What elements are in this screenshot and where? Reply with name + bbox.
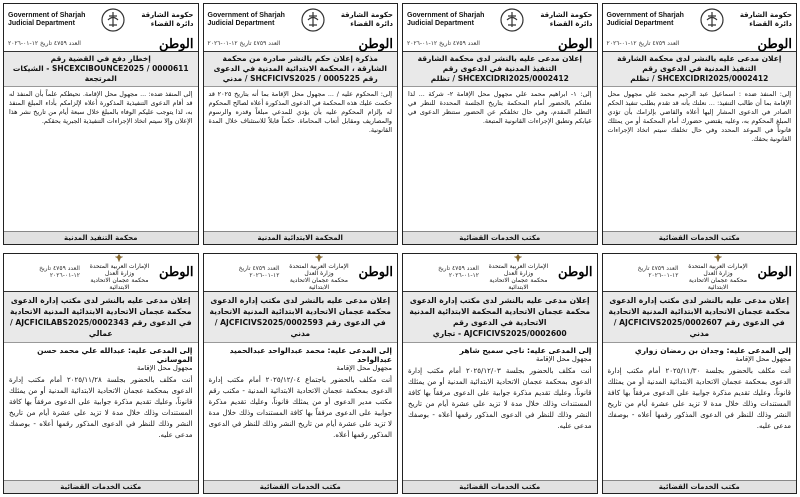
issue-bar <box>403 254 597 292</box>
issue-bar <box>204 254 398 292</box>
uae-header <box>479 253 558 291</box>
gov-ar: حكومة الشارقة <box>540 11 593 19</box>
issue-bar <box>403 36 597 52</box>
moj-title: وزارة العدل <box>503 270 534 277</box>
uae-falcon-emblem-icon <box>705 253 731 263</box>
issue-number: العدد ٤٧٥٩ تاريخ ١٢-٠١-٢٠٢٦ <box>207 40 281 47</box>
dept-en: Judicial Department <box>8 20 75 27</box>
issue-number: العدد ٤٧٥٩ تاريخ ١٢-٠١-٢٠٢٦ <box>8 40 81 47</box>
dept-ar: دائرة القضاء <box>549 20 593 28</box>
issue-number: العدد ٤٧٥٩ تاريخ ١٢-٠١-٢٠٢٦ <box>39 265 80 279</box>
sharjah-header <box>403 4 597 36</box>
newspaper-brand: الوطن <box>158 264 194 279</box>
defendant-name: إلى المدعى عليه: وجدان بن رمضان زواري <box>634 345 791 355</box>
notice-title: إعلان مدعى عليه بالنشر لدى مكتب إدارة الدعوى محكمة عجمان الاتحادية الابتدائية المدنية الاتحادية في الدعوى رقم AJCFICIVS2025/0002593 / مدني <box>204 292 398 343</box>
notices-grid <box>3 3 797 494</box>
sharjah-emblem-icon <box>300 7 326 33</box>
defendant-address: مجهول محل الإقامة <box>735 354 791 363</box>
issue-number: العدد ٤٧٥٩ تاريخ ١٢-٠١-٢٠٢٦ <box>606 40 680 47</box>
dept-ar: دائرة القضاء <box>150 20 194 28</box>
notice-body: أنت مكلف بالحضور بجلسة ٢٠٢٥/١١/٣٠ أمام مكتب إدارة الدعوى بمحكمة عجمان الاتحادية الابتدائية المدنية أو من يمثلك قانوناً، وعليك تقديم مذكرة جوابية على الدعوى مرفقاً بها كافة المستندات وذلك خلال مدة لا تزيد على عشرة أيام من تاريخ النشر وذلك للنظر في الدعوى المذكور رقمها أعلاه - بوصفك مدعى عليه. <box>607 366 791 430</box>
notice-footer: مكتب الخدمات القضائية <box>603 231 797 244</box>
newspaper-brand: الوطن <box>358 264 393 279</box>
dept-en: Judicial Department <box>606 20 674 27</box>
notice-title: إعلان مدعى عليه بالنشر لدى محكمة الشارقة التنفيذ المدنية في الدعوى رقم SHCEXCIDRI2025/0002412 / تظلم <box>603 52 797 87</box>
notice-footer: مكتب الخدمات القضائية <box>403 480 597 493</box>
issue-bar <box>204 36 398 52</box>
gov-ar: حكومة الشارقة <box>739 11 792 19</box>
sharjah-header <box>603 4 797 36</box>
dept-en: Judicial Department <box>407 20 474 27</box>
issue-bar <box>4 254 198 292</box>
uae-falcon-emblem-icon <box>505 253 531 263</box>
gov-en: Government of Sharjah <box>606 12 684 19</box>
notice-ajman-2 <box>402 253 598 495</box>
notice-title: إخطار دفع في القضية رقم SHCEXCIBOUNCE2025 / 0000611 - الشيكات المرتجعة <box>4 52 198 87</box>
uae-falcon-emblem-icon <box>106 253 132 263</box>
notice-footer: مكتب الخدمات القضائية <box>204 480 398 493</box>
notice-sharjah-2 <box>402 3 598 245</box>
sharjah-header <box>204 4 398 36</box>
uae-falcon-emblem-icon <box>306 253 332 263</box>
dept-ar: دائرة القضاء <box>350 20 393 28</box>
issue-number: العدد ٤٧٥٩ تاريخ ١٢-٠١-٢٠٢٦ <box>637 265 679 279</box>
notice-footer: المحكمة الابتدائية المدنية <box>204 231 398 244</box>
notice-body: إلى: المحكوم عليه / ... مجهول محل الإقامة بما أنه بتاريخ ٢٠٢٥ قد حكمت عليك هذه المحكمة في الدعوى المذكورة أعلاه لصالح المحكوم له بإلزام المحكوم عليه بأن يؤدي للمدعي مبلغاً وقدره والرسوم والمصاريف ومقابل أتعاب المحاماة. حكماً قابلاً للاستئناف خلال المدة القانونية. <box>208 90 392 134</box>
notice-footer: مكتب الخدمات القضائية <box>403 231 597 244</box>
issue-bar <box>4 36 198 52</box>
dept-en: Judicial Department <box>207 20 275 27</box>
issue-bar <box>603 36 797 52</box>
notice-footer: مكتب الخدمات القضائية <box>4 480 198 493</box>
sharjah-emblem-icon <box>699 7 725 33</box>
sharjah-header <box>4 4 198 36</box>
notice-sharjah-1 <box>602 3 798 245</box>
notice-ajman-4 <box>3 253 199 495</box>
gov-ar: حكومة الشارقة <box>340 11 393 19</box>
uae-title: الإمارات العربية المتحدة <box>289 263 349 270</box>
uae-header <box>279 253 358 291</box>
court-title: محكمة عجمان الاتحادية الابتدائية <box>489 277 548 291</box>
dept-ar: دائرة القضاء <box>749 20 792 28</box>
notice-sharjah-3 <box>203 3 399 245</box>
uae-title: الإمارات العربية المتحدة <box>488 263 549 270</box>
defendant-address: مجهول محل الإقامة <box>336 363 392 372</box>
notice-title: إعلان مدعى عليه بالنشر لدى مكتب إدارة الدعوى محكمة عجمان الاتحادية المحكمة الابتدائية المدنية الاتحادية في الدعوى رقم AJCFICIVS2025/0002600 - تجاري <box>403 292 597 343</box>
notice-title: مذكرة إعلان حكم بالنشر صادرة من محكمة الشارقة ، المحكمة الابتدائية المدنية في الدعوى رقم SHCFICIVS2025 / 0005225 / مدني <box>204 52 398 87</box>
newspaper-brand: الوطن <box>158 35 194 51</box>
issue-number: العدد ٤٧٥٩ تاريخ ١٢-٠١-٢٠٢٦ <box>438 265 479 279</box>
uae-header <box>678 253 757 291</box>
defendant-name: إلى المدعى عليه: محمد عبدالواحد عبدالحميد عبدالواحد <box>229 345 392 364</box>
notice-body: أنت مكلف بالحضور بجلسة ٢٠٢٥/١٢/٠٣ أمام مكتب إدارة الدعوى بمحكمة عجمان الاتحادية الابتدائية المدنية أو من يمثلك قانوناً، وعليك تقديم مذكرة جوابية على الدعوى مرفقاً بها كافة المستندات وذلك خلال مدة لا تزيد على عشرة أيام من تاريخ النشر وذلك للنظر في الدعوى المذكور رقمها أعلاه - بوصفك مدعى عليه. <box>408 366 592 430</box>
notice-body: أنت مكلف بالحضور باجتماع ٢٠٢٥/١٢/٠٤ أمام مكتب إدارة الدعوى بمحكمة عجمان الاتحادية الابتدائية المدنية - مكتب رقم مكتب مدير الدعوى أو من يمثلك قانوناً، وعليك تقديم مذكرة جوابية على الدعوى مرفقاً بها كافة المستندات وذلك خلال مدة لا تزيد على عشرة أيام من تاريخ النشر وذلك للنظر في الدعوى المذكور رقمها أعلاه. <box>208 375 392 439</box>
gov-en: Government of Sharjah <box>407 12 485 19</box>
notice-footer: محكمة التنفيذ المدنية <box>4 231 198 244</box>
issue-number: العدد ٤٧٥٩ تاريخ ١٢-٠١-٢٠٢٦ <box>407 40 480 47</box>
defendant-name: إلى المدعى عليه: ناجي سميح شاهر <box>459 345 592 355</box>
uae-header <box>80 253 159 291</box>
newspaper-brand: الوطن <box>557 35 593 51</box>
defendant-address: مجهول محل الإقامة <box>137 363 193 372</box>
gov-en: Government of Sharjah <box>8 12 86 19</box>
newspaper-brand: الوطن <box>757 35 792 51</box>
issue-number: العدد ٤٧٥٩ تاريخ ١٢-٠١-٢٠٢٦ <box>238 265 280 279</box>
newspaper-brand: الوطن <box>358 35 393 51</box>
gov-ar: حكومة الشارقة <box>141 11 194 19</box>
issue-bar <box>603 254 797 292</box>
notice-footer: مكتب الخدمات القضائية <box>603 480 797 493</box>
moj-title: وزارة العدل <box>304 270 334 277</box>
notice-sharjah-4 <box>3 3 199 245</box>
defendant-address: مجهول محل الإقامة <box>536 354 592 363</box>
notice-body: إلى المنفذ ضده: ... مجهول محل الإقامة. نحيطكم علماً بأن المنفذ له قد أقام الدعوى التنفيذية المذكورة أعلاه لإلزامكم بأداء المبلغ المنفذ به، لذا يتوجب عليكم الوفاء بالمبلغ خلال سبعة أيام من تاريخ نشر هذا الإعلان وإلا سيتم اتخاذ الإجراءات التنفيذية الجبرية بحقكم. <box>9 90 193 125</box>
uae-title: الإمارات العربية المتحدة <box>688 263 748 270</box>
sharjah-emblem-icon <box>499 7 525 33</box>
newspaper-brand: الوطن <box>557 264 593 279</box>
notice-ajman-1 <box>602 253 798 495</box>
newspaper-brand: الوطن <box>757 264 792 279</box>
notice-ajman-3 <box>203 253 399 495</box>
uae-title: الإمارات العربية المتحدة <box>89 263 150 270</box>
notice-body: إلى: المنفذ ضده : اسماعيل عبد الرحيم محمد علي مجهول محل الإقامة بما أن طالب التنفيذ: ... نعلنك بأنه قد تقدم بطلب تنفيذ الحكم الصادر في الدعوى المشار إليها أعلاه والقاضي بإلزامك بأن تؤدي المبلغ المحكوم به، وعليه يقتضي حضورك أمام المحكمة أو من يمثلك قانوناً في الموعد المحدد وفي حال تخلفك سيتم اتخاذ الإجراءات القانونية بحقك. <box>607 90 791 143</box>
notice-title: إعلان مدعى عليه بالنشر لدى مكتب إدارة الدعوى محكمة عجمان الاتحادية الابتدائية المدنية الاتحادية في الدعوى رقم AJCFICIVS2025/0002607 / مدني <box>603 292 797 343</box>
notice-title: إعلان مدعى عليه بالنشر لدى مكتب إدارة الدعوى محكمة عجمان الاتحادية الابتدائية المدنية الاتحادية في الدعوى رقم AJCFICILABS2025/0002343 / عمالي <box>4 292 198 343</box>
moj-title: وزارة العدل <box>104 270 135 277</box>
sharjah-emblem-icon <box>100 7 126 33</box>
gov-en: Government of Sharjah <box>207 12 285 19</box>
court-title: محكمة عجمان الاتحادية الابتدائية <box>90 277 149 291</box>
court-title: محكمة عجمان الاتحادية الابتدائية <box>289 277 348 291</box>
court-title: محكمة عجمان الاتحادية الابتدائية <box>688 277 747 291</box>
notice-body: أنت مكلف بالحضور بجلسة ٢٠٢٥/١١/٢٨ أمام مكتب إدارة الدعوى بمحكمة عجمان الاتحادية الابتدائية المدنية أو من يمثلك قانوناً، وعليك تقديم مذكرة جوابية على الدعوى مرفقاً بها كافة المستندات وذلك خلال مدة لا تزيد على عشرة أيام من تاريخ النشر وذلك للنظر في الدعوى المذكور رقمها أعلاه - بوصفك مدعى عليه. <box>9 375 193 439</box>
defendant-name: إلى المدعى عليه: عبدالله علي محمد حسن الموساني <box>37 345 193 364</box>
notice-title: إعلان مدعى عليه بالنشر لدى محكمة الشارقة التنفيذ المدنية في الدعوى رقم SHCEXCIDRI2025/0002412 / تظلم <box>403 52 597 87</box>
moj-title: وزارة العدل <box>703 270 733 277</box>
notice-body: إلى: ١- ابراهيم محمد علي مجهول محل الإقامة ٢- شركة ... لذا نعلنكم بالحضور أمام المحكمة بتاريخ الجلسة المحددة للنظر في التظلم المقدم، وفي حال تخلفكم عن الحضور ستنظر الدعوى في غيابكم وتطبق الإجراءات القانونية المتبعة. <box>408 90 592 125</box>
